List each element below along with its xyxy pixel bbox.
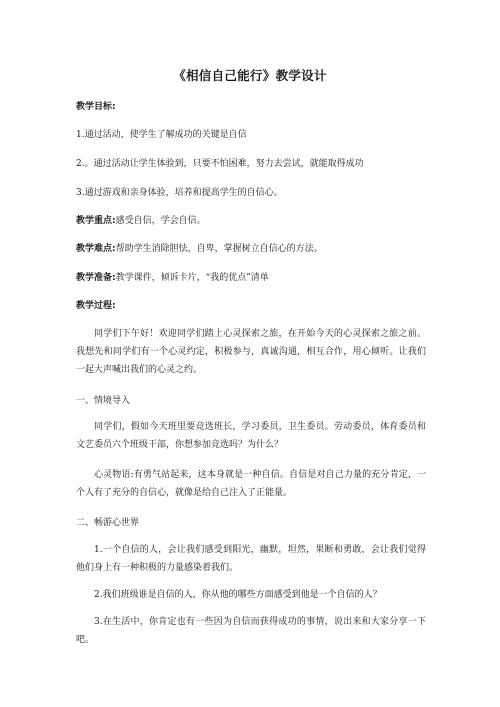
- document-title: 《相信自己能行》教学设计: [173, 68, 327, 83]
- objective-item: 1.通过活动，使学生了解成功的关键是自信: [76, 130, 247, 140]
- key-point-text: 感受自信，学会自信。: [115, 216, 206, 226]
- objectives-heading: 教学目标:: [76, 102, 116, 112]
- body-paragraph: 心灵物语:有勇气站起来，这本身就是一种自信。自信是对自己力量的充分肯定，一个人有了充分的自信心，就像是给自己注入了正能量。: [76, 470, 426, 498]
- difficulty: [76, 243, 426, 256]
- section-heading: 二、畅游心世界: [76, 518, 140, 528]
- intro-paragraph: 同学们下午好！欢迎同学们踏上心灵探索之旅，在开始今天的心灵探索之旅之前。我想先和同学们有一个心灵约定，积极参与，真诚沟通，相互合作，用心倾听。让我们一起大声喊出我们的心灵之约。: [76, 329, 426, 375]
- body-paragraph: 同学们，假如今天班里要竞选班长，学习委员，卫生委员。劳动委员，体育委员和文艺委员六个班级干部，你想参加竞选吗？为什么？: [76, 422, 426, 450]
- key-point: [76, 215, 426, 228]
- preparation-label: 教学准备:: [76, 273, 116, 283]
- body-paragraph: 2.我们班级谁是自信的人，你从他的哪些方面感受到他是一个自信的人？: [94, 590, 382, 600]
- body-paragraph: 1.一个自信的人，会让我们感受到阳光，幽默，坦然，果断和勇敢，会让我们觉得他们身上有一种积极的力量感染着我们。: [76, 545, 426, 573]
- process-heading: 教学过程:: [76, 301, 116, 311]
- preparation: [76, 272, 426, 285]
- difficulty-text: 帮助学生消除胆怯，自卑，掌握树立自信心的方法。: [115, 244, 323, 254]
- body-paragraph: 3.在生活中，你肯定也有一些因为自信而获得成功的事情，说出来和大家分享一下吧。: [76, 617, 426, 645]
- section-heading: 一、情境导入: [76, 396, 131, 406]
- preparation-text: 教学课件，倾诉卡片，“我的优点”清单: [115, 273, 269, 283]
- objective-item: 3.通过游戏和亲身体验，培养和提高学生的自信心。: [76, 188, 283, 198]
- objective-item: 2.。通过活动让学生体验到，只要不怕困难，努力去尝试，就能取得成功: [76, 159, 364, 169]
- difficulty-label: 教学难点:: [76, 244, 116, 254]
- key-point-label: 教学重点:: [76, 216, 116, 226]
